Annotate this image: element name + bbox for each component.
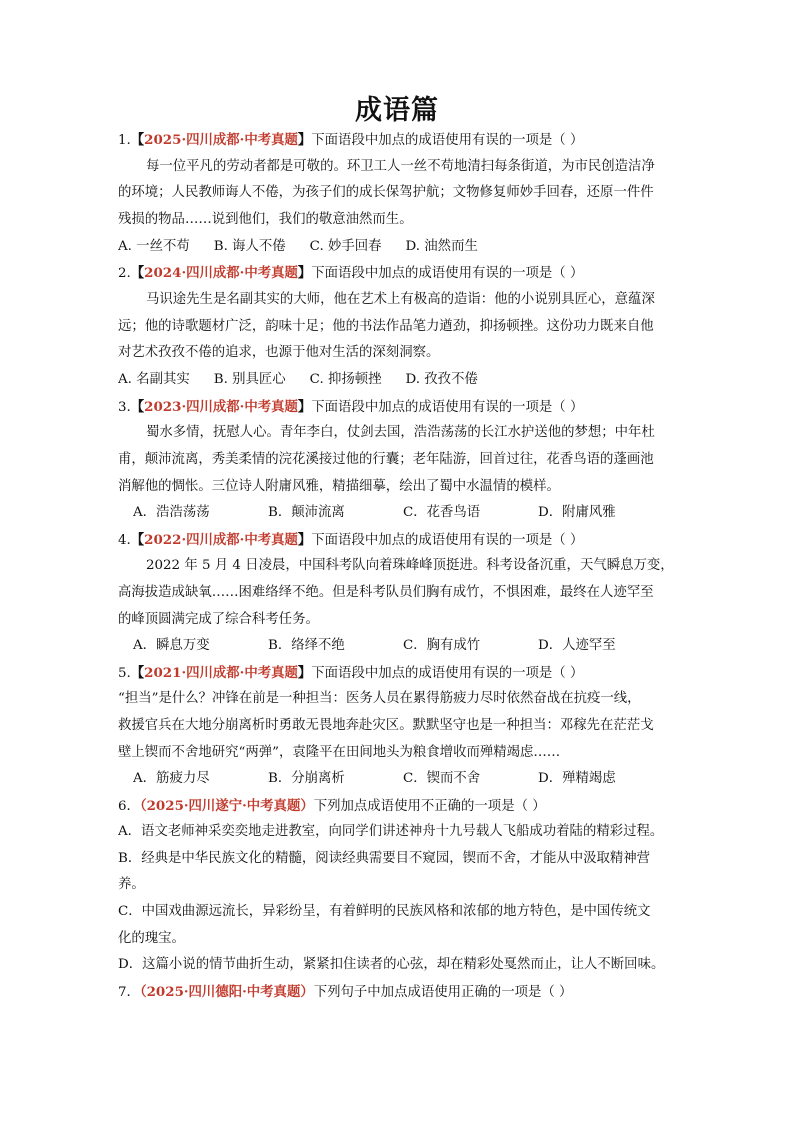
question-number: 7． [118, 985, 140, 1000]
question-3-options [133, 504, 703, 522]
option-d: D. 孜孜不倦 [405, 372, 478, 387]
question-6-option-b: B．经典是中华民族文化的精髓，阅读经典需要目不窥园，锲而不舍，才能从中汲取精神营 [118, 851, 651, 866]
question-number: 5. [118, 666, 131, 681]
question-5-header [118, 664, 688, 683]
question-source: 2025·四川成都·中考真题 [144, 132, 298, 148]
option-b: B．分崩离析 [268, 771, 345, 786]
question-6-header [118, 797, 688, 816]
question-1-options [118, 238, 688, 256]
option-c: C．胸有成竹 [403, 638, 481, 653]
source-bracket-left: 【 [130, 399, 145, 415]
option-a: A．筋疲力尽 [133, 771, 210, 786]
question-7-header [118, 983, 688, 1002]
source-bracket-left: 【 [130, 265, 145, 281]
question-5-passage-line: 壁上锲而不舍地研究“两弹”，袁隆平在田间地头为粮食增收而殚精竭虑…… [118, 745, 561, 760]
question-4-passage-line: 的峰顶圆满完成了综合科考任务。 [118, 612, 319, 627]
source-bracket-left: 【 [130, 665, 145, 681]
question-number: 2. [118, 266, 131, 281]
question-2-passage-line: 远；他的诗歌题材广泛，韵味十足；他的书法作品笔力遒劲，抑扬顿挫。这份功力既来自他 [118, 319, 654, 334]
question-source: 2022·四川成都·中考真题 [144, 532, 298, 548]
source-bracket-right: 】 [297, 265, 312, 281]
question-2-header [118, 264, 688, 283]
question-3-header [118, 398, 688, 417]
option-d: D．附庸风雅 [538, 505, 616, 520]
question-number: 3. [118, 400, 131, 415]
question-2-passage-line: 对艺术孜孜不倦的追求，也源于他对生活的深刻洞察。 [118, 345, 440, 360]
question-1-passage-line: 的环境；人民教师诲人不倦，为孩子们的成长保驾护航；文物修复师妙手回春，还原一件件 [118, 185, 654, 200]
option-c: C. 妙手回春 [309, 239, 382, 254]
question-6-option-c: C．中国戏曲源远流长，异彩纷呈，有着鲜明的民族风格和浓郁的地方特色，是中国传统文 [118, 904, 651, 919]
question-4-options [133, 637, 703, 655]
question-6-option-b-continued: 养。 [118, 877, 145, 892]
question-6-option-c-continued: 化的瑰宝。 [118, 931, 185, 946]
source-bracket-right: 】 [297, 665, 312, 681]
question-stem: 下面语段中加点的成语使用有误的一项是（ ） [311, 533, 584, 548]
question-stem: 下面语段中加点的成语使用有误的一项是（ ） [311, 266, 584, 281]
question-1-header [118, 131, 688, 150]
question-number: 1. [118, 133, 131, 148]
question-2-passage-line: 马识途先生是名副其实的大师，他在艺术上有极高的造诣：他的小说别具匠心，意蕴深 [146, 292, 655, 307]
question-4-passage-line: 高海拔造成缺氧……困难络绎不绝。但是科考队员们胸有成竹，不惧困难，最终在人迹罕至 [118, 585, 654, 600]
question-stem: 下列加点成语使用不正确的一项是（ ） [313, 799, 546, 814]
source-bracket-right: 】 [297, 132, 312, 148]
question-6-option-d: D．这篇小说的情节曲折生动，紧紧扣住读者的心弦，却在精彩处戛然而止，让人不断回味。 [118, 957, 665, 972]
source-bracket-left: 【 [130, 532, 145, 548]
page-title: 成语篇 [355, 95, 439, 126]
option-b: B．络绎不绝 [268, 638, 345, 653]
question-stem: 下面语段中加点的成语使用有误的一项是（ ） [311, 666, 584, 681]
question-number: 4. [118, 533, 131, 548]
option-a: A．瞬息万变 [133, 638, 210, 653]
option-d: D. 油然而生 [405, 239, 478, 254]
question-4-passage-line: 2022 年 5 月 4 日凌晨，中国科考队向着珠峰峰顶挺进。科考设备沉重，天气瞬息万变， [146, 558, 674, 573]
option-a: A. 一丝不苟 [118, 239, 190, 254]
question-5-options [133, 770, 703, 788]
question-stem: 下面语段中加点的成语使用有误的一项是（ ） [311, 133, 584, 148]
question-number: 6． [118, 799, 140, 814]
option-c: C．花香鸟语 [403, 505, 481, 520]
question-2-options [118, 371, 688, 389]
option-d: D．人迹罕至 [538, 638, 616, 653]
option-a: A．浩浩荡荡 [133, 505, 210, 520]
question-source: 2023·四川成都·中考真题 [144, 399, 298, 415]
question-4-header [118, 531, 688, 550]
question-3-passage-line: 蜀水多情，抚慰人心。青年李白，仗剑去国，浩浩荡荡的长江水护送他的梦想；中年杜 [146, 425, 655, 440]
question-source: 2024·四川成都·中考真题 [144, 265, 298, 281]
option-b: B. 诲人不倦 [213, 239, 286, 254]
question-stem: 下列句子中加点成语使用正确的一项是（ ） [313, 985, 573, 1000]
question-1-passage-line: 每一位平凡的劳动者都是可敬的。环卫工人一丝不苟地清扫每条街道，为市民创造洁净 [146, 159, 655, 174]
option-b: B．颠沛流离 [268, 505, 345, 520]
option-a: A. 名副其实 [118, 372, 190, 387]
question-source: 2021·四川成都·中考真题 [144, 665, 298, 681]
option-c: C．锲而不舍 [403, 771, 481, 786]
option-b: B. 别具匠心 [213, 372, 286, 387]
option-d: D．殚精竭虑 [538, 771, 616, 786]
question-3-passage-line: 消解他的惆怅。三位诗人附庸风雅，精描细摹，绘出了蜀中水温情的模样。 [118, 479, 560, 494]
question-source: （2025·四川遂宁·中考真题） [139, 798, 314, 814]
question-source: （2025·四川德阳·中考真题） [139, 984, 314, 1000]
question-5-passage-line: 救援官兵在大地分崩离析时勇敢无畏地奔赴灾区。默默坚守也是一种担当：邓稼先在茫茫戈 [118, 718, 654, 733]
question-6-option-a: A．语文老师神采奕奕地走进教室，向同学们讲述神舟十九号载人飞船成功着陆的精彩过程。 [118, 824, 664, 839]
question-stem: 下面语段中加点的成语使用有误的一项是（ ） [311, 400, 584, 415]
option-c: C. 抑扬顿挫 [309, 372, 382, 387]
source-bracket-left: 【 [130, 132, 145, 148]
source-bracket-right: 】 [297, 532, 312, 548]
question-5-passage-line: “担当”是什么？冲锋在前是一种担当：医务人员在累得筋疲力尽时依然奋战在抗疫一线， [118, 691, 641, 706]
source-bracket-right: 】 [297, 399, 312, 415]
question-1-passage-line: 残损的物品……说到他们，我们的敬意油然而生。 [118, 212, 413, 227]
question-3-passage-line: 甫，颠沛流离，秀美柔情的浣花溪接过他的行囊；老年陆游，回首过往，花香鸟语的蓬画池 [118, 452, 654, 467]
